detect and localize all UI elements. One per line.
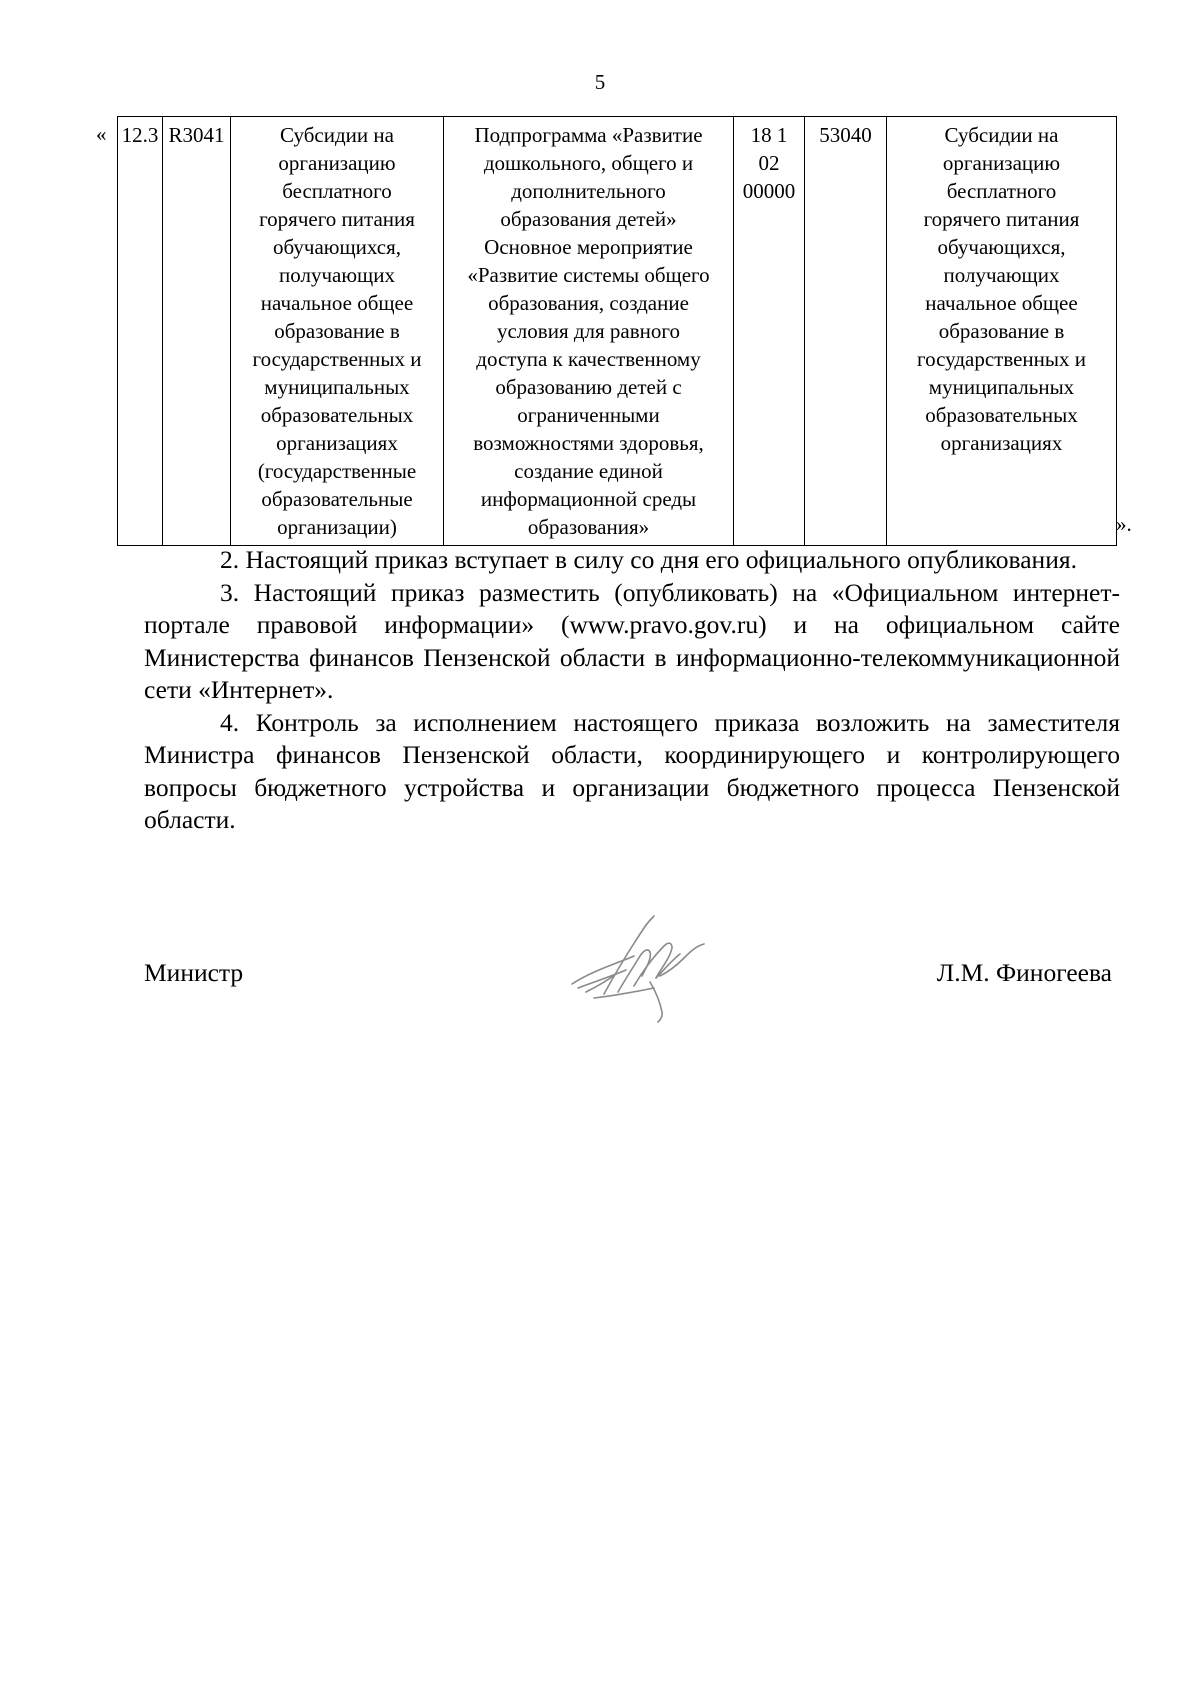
cell-direction-name: Субсидии на организацию бесплатного горячего питания обучающихся, получающих начальное общее образование в государственных и муниципальных образовательных организациях — [887, 117, 1117, 546]
paragraph-2: 2. Настоящий приказ вступает в силу со дня его официального опубликования. — [220, 545, 1077, 574]
paragraph-4: 4. Контроль за исполнением настоящего приказа возложить на заместителя Министра финансов Пензенской области, координирующего и контролирующего вопросы бюджетного устройства и организации бюджетного процесса Пензенской области. — [144, 707, 1120, 834]
handwritten-signature — [564, 912, 714, 1024]
paragraph-3: 3. Настоящий приказ разместить (опубликовать) на «Официальном интернет-портале правовой информации» (www.pravo.gov.ru) и на официальном сайте Министерства финансов Пензенской области в информационно-телекоммуникационной сети «Интернет». — [144, 577, 1120, 704]
cell-subsidy-name: Субсидии на организацию бесплатного горячего питания обучающихся, получающих начальное общее образование в государственных и муниципальных образовательных организациях (государственные образовательные организации) — [231, 117, 444, 546]
table-quote-open: « — [96, 122, 107, 146]
cell-csr-code: 18 1 02 00000 — [734, 117, 805, 546]
cell-direction-code: 53040 — [805, 117, 887, 546]
cell-row-number: 12.3 — [118, 117, 163, 546]
cell-code: R3041 — [163, 117, 231, 546]
order-body — [144, 544, 1120, 837]
signatory-name: Л.М. Финогеева — [936, 958, 1112, 987]
table-row — [118, 117, 1117, 546]
cell-program: Подпрограмма «Развитие дошкольного, общего и дополнительного образования детей» Основное мероприятие «Развитие системы общего образования, создание условия для равного доступа к качественному образованию детей с ограниченными возможностями здоровья, создание единой информационной среды образования» — [444, 117, 734, 546]
signatory-title: Министр — [144, 958, 244, 987]
page-number: 5 — [594, 70, 606, 94]
order-table — [117, 116, 1117, 546]
table-quote-close: ». — [1116, 512, 1132, 536]
